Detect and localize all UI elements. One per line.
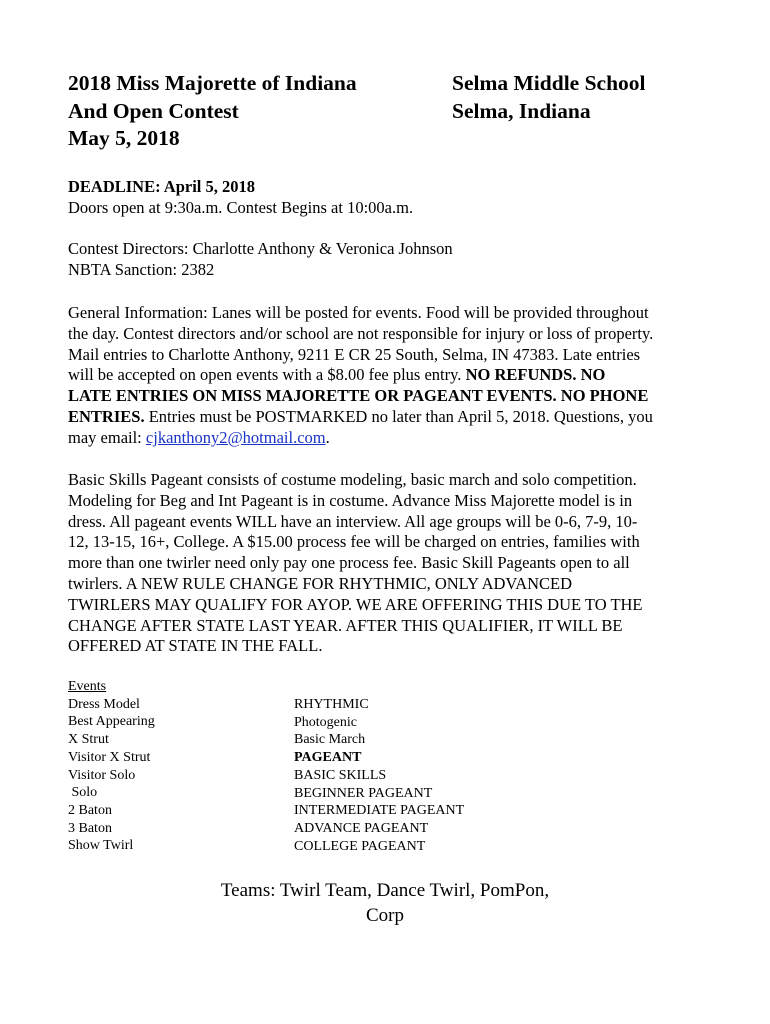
general-text: . xyxy=(325,427,330,447)
event-item: Solo xyxy=(68,785,98,801)
pageant-line: TWIRLERS MAY QUALIFY FOR AYOP. WE ARE OFFERING THIS DUE TO THE xyxy=(68,594,643,614)
event-item: BASIC SKILLS xyxy=(294,767,387,783)
doors-open-text: Doors open at 9:30a.m. Contest Begins at 10:00a.m. xyxy=(68,197,414,217)
pageant-information xyxy=(68,470,708,657)
nbta-sanction: NBTA Sanction: 2382 xyxy=(68,259,215,279)
email-link[interactable]: cjkanthony2@hotmail.com xyxy=(145,427,326,447)
teams-line: Teams: Twirl Team, Dance Twirl, PomPon, xyxy=(220,880,550,901)
pageant-line: more than one twirler need only pay one process fee. Basic Skill Pageants open to all xyxy=(68,553,630,573)
pageant-line: dress. All pageant events WILL have an interview. All age groups will be 0-6, 7-9, 10- xyxy=(68,511,638,531)
deadline-section xyxy=(68,177,708,219)
event-item: X Strut xyxy=(68,732,109,748)
event-item: Photogenic xyxy=(294,714,357,730)
general-text: will be accepted on open events with a $8.00 fee plus entry. xyxy=(68,365,466,385)
event-item: 3 Baton xyxy=(68,820,112,836)
event-date: May 5, 2018 xyxy=(68,126,180,150)
event-subtitle: And Open Contest xyxy=(68,98,239,123)
general-line xyxy=(68,407,708,428)
event-item: BEGINNER PAGEANT xyxy=(294,785,433,801)
event-item: ADVANCE PAGEANT xyxy=(294,820,429,836)
event-item: 2 Baton xyxy=(68,802,112,818)
general-line: Mail entries to Charlotte Anthony, 9211 E CR 25 South, Selma, IN 47383. Late entries xyxy=(68,344,641,364)
events-heading: Events xyxy=(68,679,107,694)
event-item: RHYTHMIC xyxy=(294,697,369,712)
event-title-block xyxy=(68,70,357,153)
general-text: may email: xyxy=(68,427,146,447)
pageant-line: 12, 13-15, 16+, College. A $15.00 process fee will be charged on entries, families with xyxy=(68,532,640,552)
events-list-right xyxy=(294,696,464,855)
general-line: the day. Contest directors and/or school are not responsible for injury or loss of property. xyxy=(68,323,654,343)
general-line: General Information: Lanes will be posted for events. Food will be provided throughout xyxy=(68,303,649,322)
event-item: Basic March xyxy=(294,732,366,748)
no-phone-entries-notice: ENTRIES. xyxy=(68,406,145,426)
contest-directors: Contest Directors: Charlotte Anthony & Veronica Johnson xyxy=(68,239,453,258)
no-refunds-notice: NO REFUNDS. NO xyxy=(465,365,606,385)
directors-section xyxy=(68,239,708,281)
event-item: Show Twirl xyxy=(68,838,134,854)
event-item: INTERMEDIATE PAGEANT xyxy=(294,803,465,819)
pageant-line: OFFERED AT STATE IN THE FALL. xyxy=(68,636,323,656)
general-text: Entries must be POSTMARKED no later than April 5, 2018. Questions, you xyxy=(144,406,653,426)
event-category-heading: PAGEANT xyxy=(294,750,362,766)
venue-city: Selma, Indiana xyxy=(452,98,591,123)
general-information xyxy=(68,303,708,449)
event-item: Visitor X Strut xyxy=(68,749,151,765)
no-late-entries-notice: LATE ENTRIES ON MISS MAJORETTE OR PAGEANT EVENTS. NO PHONE xyxy=(68,386,649,406)
event-item: Dress Model xyxy=(68,696,140,712)
venue-block xyxy=(452,70,646,125)
event-item: COLLEGE PAGEANT xyxy=(294,838,426,854)
event-item: Best Appearing xyxy=(68,714,155,730)
events-list-left xyxy=(68,678,155,855)
general-line xyxy=(68,428,708,449)
general-line xyxy=(68,365,708,386)
teams-line: Corp xyxy=(366,905,404,926)
deadline-label: DEADLINE: April 5, 2018 xyxy=(68,177,256,196)
pageant-line: twirlers. A NEW RULE CHANGE FOR RHYTHMIC, ONLY ADVANCED xyxy=(68,573,573,593)
pageant-line: Modeling for Beg and Int Pageant is in costume. Advance Miss Majorette model is in xyxy=(68,490,633,510)
pageant-line: Basic Skills Pageant consists of costume modeling, basic march and solo competition. xyxy=(68,470,637,489)
event-title: 2018 Miss Majorette of Indiana xyxy=(68,71,357,95)
teams-section xyxy=(0,878,770,928)
pageant-line: CHANGE AFTER STATE LAST YEAR. AFTER THIS QUALIFIER, IT WILL BE xyxy=(68,615,623,635)
venue-name: Selma Middle School xyxy=(452,71,646,95)
event-item: Visitor Solo xyxy=(68,767,136,783)
